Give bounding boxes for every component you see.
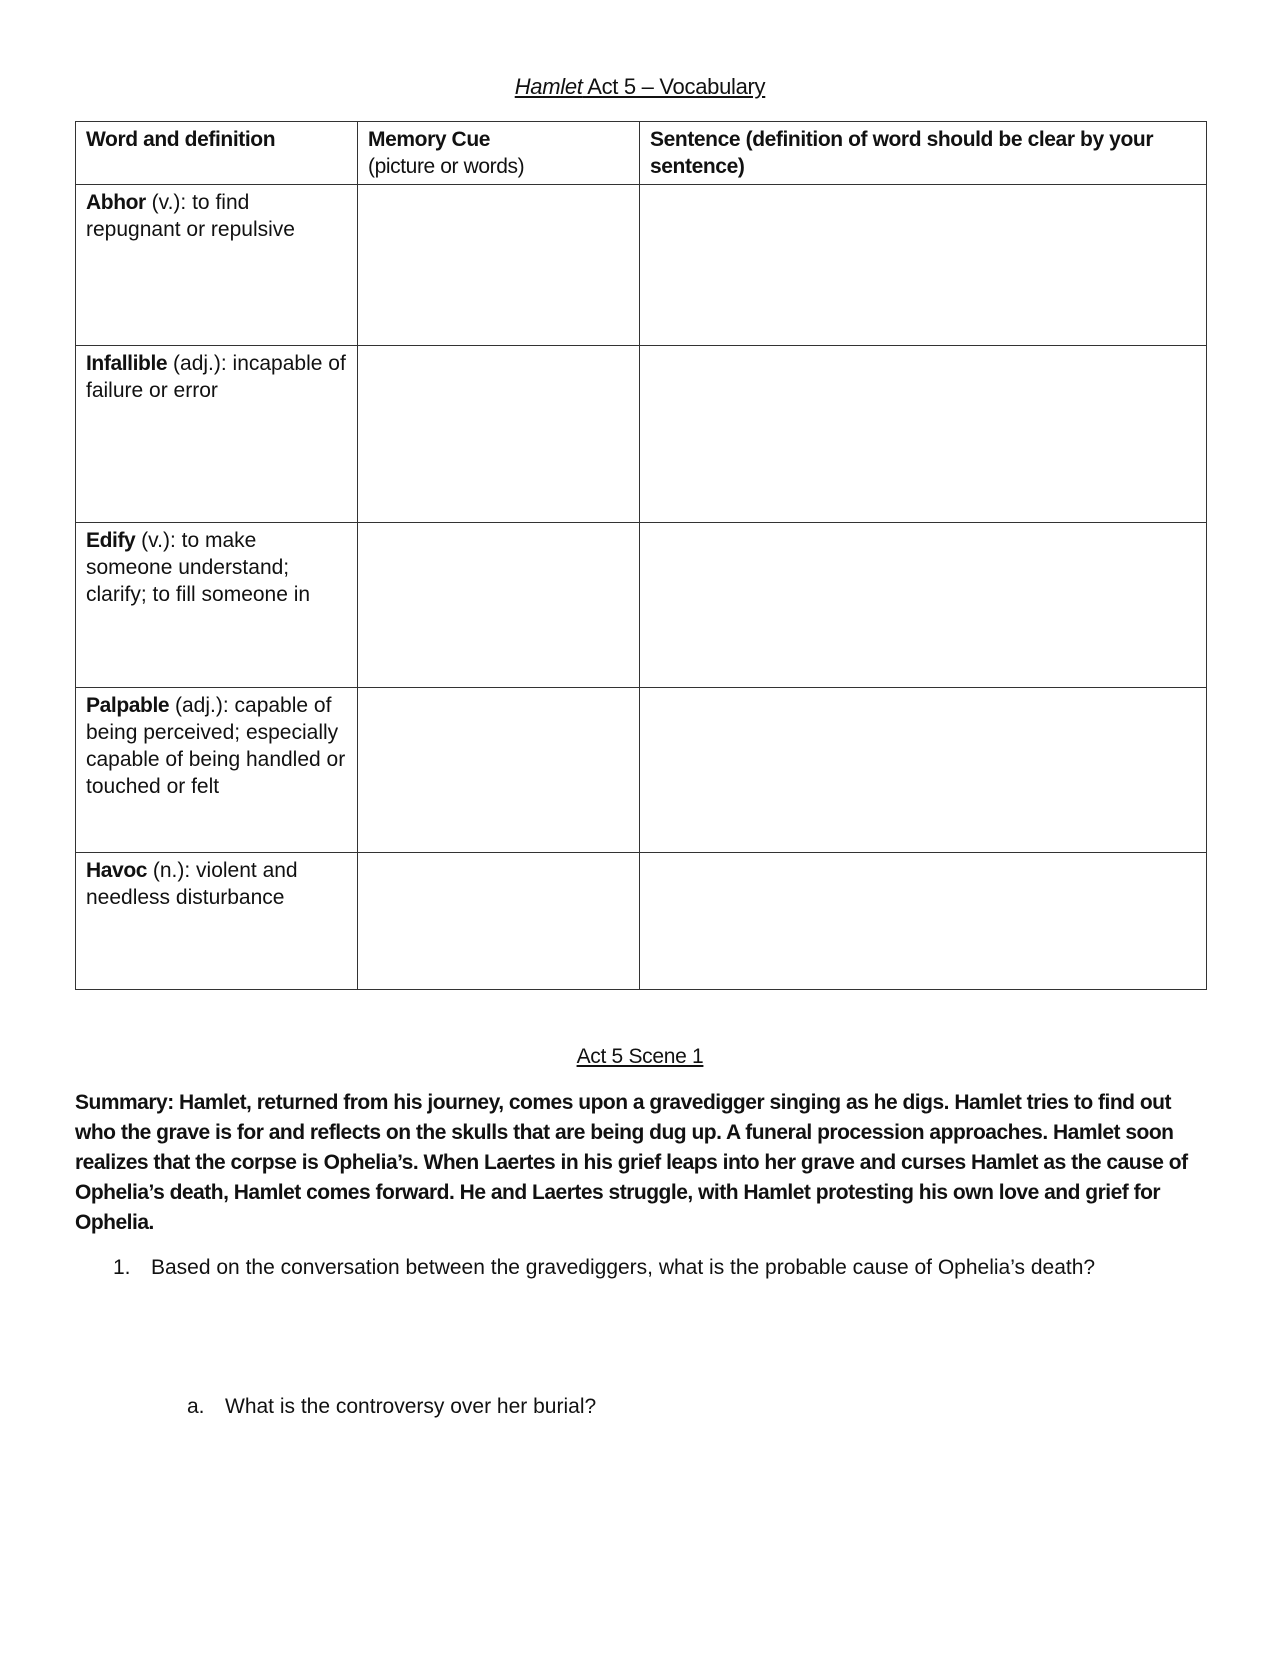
vocab-word: Abhor <box>86 191 146 214</box>
sentence-cell[interactable] <box>640 346 1207 523</box>
question-marker: 1. <box>113 1256 131 1279</box>
table-header-row <box>76 122 1207 185</box>
scene-summary: Summary: Hamlet, returned from his journey, comes upon a gravedigger singing as he digs. Hamlet tries to find out who the grave is for and reflects on the skulls that are being dug up. A funeral procession approaches. Hamlet soon realizes that the corpse is Ophelia’s. When Laertes in his grief leaps into her grave and curses Hamlet as the cause of Ophelia’s death, Hamlet comes forward. He and Laertes struggle, with Hamlet protesting his own love and grief for Ophelia. <box>75 1091 1188 1234</box>
vocab-definition: (v.): to make someone understand; clarify; to fill someone in <box>86 529 311 606</box>
sentence-cell[interactable] <box>640 523 1207 688</box>
vocab-definition: (v.): to find repugnant or repulsive <box>86 191 295 241</box>
table-row <box>76 185 1207 346</box>
memory-cue-cell[interactable] <box>358 853 640 990</box>
vocabulary-table <box>75 121 1207 990</box>
vocab-word: Havoc <box>86 859 148 882</box>
sentence-cell[interactable] <box>640 853 1207 990</box>
memory-cue-cell[interactable] <box>358 523 640 688</box>
word-cell <box>76 688 358 853</box>
page-title <box>0 74 1280 100</box>
memory-cue-cell[interactable] <box>358 346 640 523</box>
header-sentence: Sentence (definition of word should be clear by your sentence) <box>640 122 1207 185</box>
memory-cue-cell[interactable] <box>358 688 640 853</box>
word-cell <box>76 185 358 346</box>
table-row <box>76 688 1207 853</box>
question-text: What is the controversy over her burial? <box>225 1395 597 1418</box>
word-cell <box>76 523 358 688</box>
vocab-word: Infallible <box>86 352 168 375</box>
header-memory-cue <box>358 122 640 185</box>
page-title-italic: Hamlet <box>514 74 583 99</box>
vocab-word: Edify <box>86 529 136 552</box>
table-row <box>76 346 1207 523</box>
vocab-definition: (adj.): incapable of failure or error <box>86 352 346 402</box>
sentence-cell[interactable] <box>640 688 1207 853</box>
question-marker: a. <box>187 1395 205 1418</box>
table-row <box>76 523 1207 688</box>
question-1a <box>187 1393 1087 1421</box>
memory-cue-cell[interactable] <box>358 185 640 346</box>
vocab-definition: (adj.): capable of being perceived; especially capable of being handled or touched or felt <box>86 694 346 798</box>
table-row <box>76 853 1207 990</box>
header-memory-cue-sub: (picture or words) <box>368 155 525 178</box>
scene-title: Act 5 Scene 1 <box>576 1045 704 1068</box>
header-word-definition: Word and definition <box>76 122 358 185</box>
question-text: Based on the conversation between the gravediggers, what is the probable cause of Ophelia’s death? <box>151 1256 1096 1279</box>
page-title-rest: Act 5 – Vocabulary <box>582 74 766 99</box>
vocab-word: Palpable <box>86 694 170 717</box>
sentence-cell[interactable] <box>640 185 1207 346</box>
question-1 <box>113 1254 1213 1282</box>
word-cell <box>76 346 358 523</box>
vocab-definition: (n.): violent and needless disturbance <box>86 859 298 909</box>
header-memory-cue-main: Memory Cue <box>368 128 491 151</box>
word-cell <box>76 853 358 990</box>
